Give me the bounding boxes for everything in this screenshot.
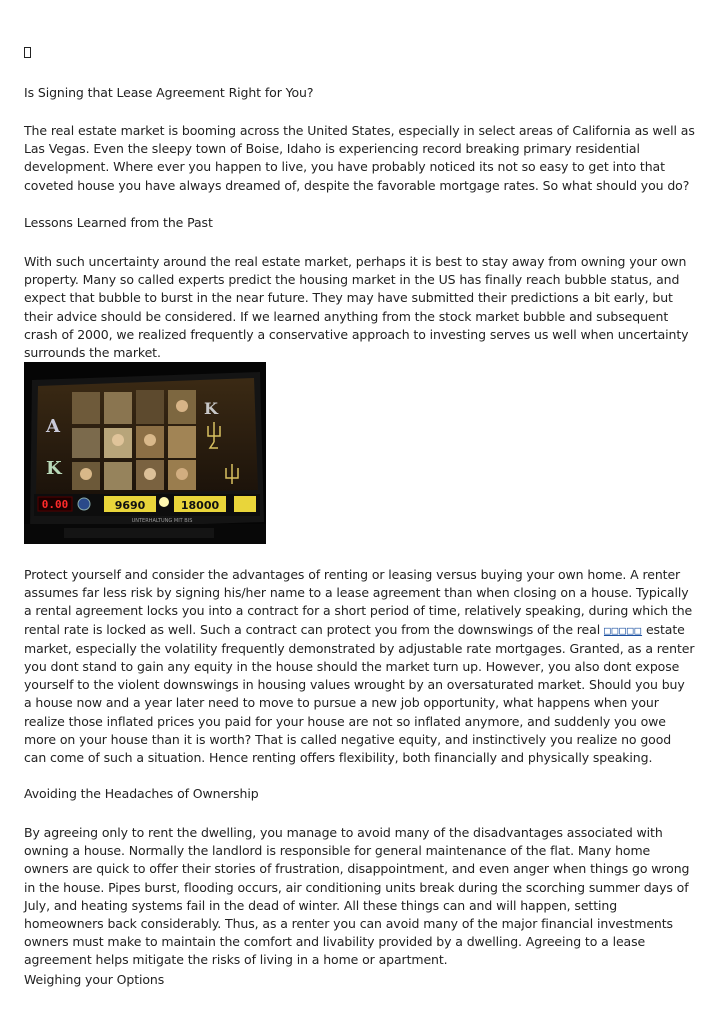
section-heading-options-text: Weighing your Options: [24, 972, 165, 987]
missing-glyph-icon: [24, 47, 31, 58]
paragraph-ownership: [24, 824, 696, 970]
svg-text:A: A: [46, 416, 60, 437]
paragraph-renting-before-link: Protect yourself and consider the advantages of renting or leasing versus buying your own home. A renter assumes far less risk by signing his/her name to a lease agreement than when closing on a house. Typically a rental agreement locks you into a contract for a short period of time, relatively speaking, during which the rental rate is locked as well. Such a contract can protect you from the downswings of the real: [24, 567, 693, 637]
paragraph-intro: [24, 122, 696, 195]
paragraph-renting-after-link: estate market, especially the volatility frequently demonstrated by adjustable rate mortgages. Granted, as a renter you dont stand to gain any equity in the house should the market turn up. However, you also dont expose yourself to the violent downswings in housing values wrought by an oversaturated market. Should you buy a house now and a year later need to move to pursue a new job opportunity, what happens when your realize those inflated prices you paid for your house are not so inflated anymore, and suddenly you owe more on your house than it is worth? That is called negative equity, and instinctively you realize no good can come of such a situation. Hence renting offers flexibility, both financially and physically speaking.: [24, 621, 695, 766]
paragraph-renting-text: [24, 566, 696, 767]
article-title: Is Signing that Lease Agreement Right for You?: [24, 85, 314, 100]
section-heading-ownership: [24, 785, 696, 803]
readout-right: 18000: [180, 499, 220, 512]
svg-text:K: K: [46, 458, 62, 479]
paragraph-ownership-text: By agreeing only to rent the dwelling, you manage to avoid many of the disadvantages associated with owning a house. Normally the landlord is responsible for general maintenance of the flat. Many home owners are quick to offer their stories of frustration, disappointment, and even anger when things go wrong in the house. Pipes burst, flooding occurs, air conditioning units break during the scorching summer days of July, and heating systems fail in the dead of winter. All these things can and will happen, setting homeowners back considerably. Thus, as a renter you can avoid many of the major financial investments owners must make to maintain the comfort and livability provided by a dwelling. Agreeing to a lease agreement helps mitigate the risks of living in a home or apartment.: [24, 825, 690, 968]
paragraph-intro-text: The real estate market is booming across the United States, especially in select areas of California as well as Las Vegas. Even the sleepy town of Boise, Idaho is experiencing record breaking primary residential development. Where ever you happen to live, you have probably noticed its not so easy to get into that coveted house you have always dreamed of, despite the favorable mortgage rates. So what should you do?: [24, 123, 695, 193]
real-estate-link[interactable]: □□□□□: [603, 623, 643, 637]
svg-text:K: K: [204, 399, 218, 418]
paragraph-renting: [24, 566, 696, 767]
readout-left: 0.00: [41, 498, 69, 511]
readout-banner: UNTERHALTUNG MIT BIS: [131, 518, 193, 524]
paragraph-uncertainty: [24, 253, 696, 362]
slot-machine-illustration: [24, 362, 266, 544]
article-title-block: [24, 84, 696, 102]
section-heading-lessons: [24, 214, 696, 232]
section-heading-lessons-text: Lessons Learned from the Past: [24, 215, 213, 230]
readout-mid: 9690: [114, 499, 146, 512]
section-heading-ownership-text: Avoiding the Headaches of Ownership: [24, 786, 259, 801]
paragraph-uncertainty-text: With such uncertainty around the real estate market, perhaps it is best to stay away from owning your own property. Many so called experts predict the housing market in the US has finally reach bubble status, and expect that bubble to burst in the near future. They may have submitted their predictions a bit early, but their advice should be considered. If we learned anything from the stock market bubble and subsequent crash of 2000, we realized frequently a conservative approach to investing serves us well when uncertainty surrounds the market.: [24, 254, 689, 361]
slot-machine-photo: [24, 362, 266, 544]
section-heading-options: [24, 971, 696, 989]
